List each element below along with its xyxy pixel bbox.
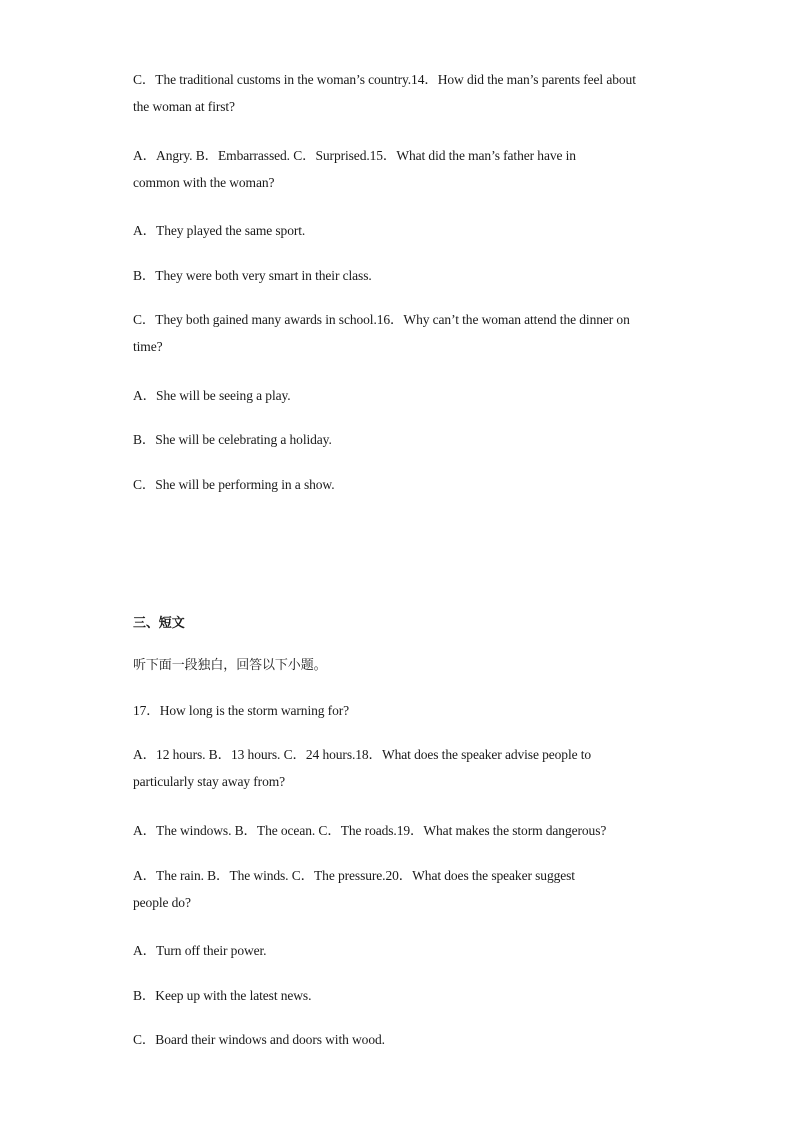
text-line: A．12 hours. B．13 hours. C．24 hours.18．What does the speaker advise people to <box>133 747 592 762</box>
text-line: A．Turn off their power. <box>133 943 267 958</box>
text-line: A．They played the same sport. <box>133 223 306 238</box>
text-line: A．Angry. B．Embarrassed. C．Surprised.15．What did the man’s father have in <box>133 148 576 163</box>
text-line: the woman at first? <box>133 99 235 114</box>
text-line: common with the woman? <box>133 175 275 190</box>
text-line: people do? <box>133 895 191 910</box>
section-instruction: 听下面一段独白，回答以下小题。 <box>133 658 327 673</box>
text-line: 17．How long is the storm warning for? <box>133 703 350 718</box>
text-line: particularly stay away from? <box>133 774 286 789</box>
text-line: C．She will be performing in a show. <box>133 477 335 492</box>
text-line: B．They were both very smart in their class. <box>133 268 372 283</box>
text-line: C．They both gained many awards in school.16．Why can’t the woman attend the dinner on <box>133 312 630 327</box>
section-heading: 三、短文 <box>133 616 185 631</box>
text-line: time? <box>133 339 163 354</box>
text-line: A．She will be seeing a play. <box>133 388 291 403</box>
text-line: B．Keep up with the latest news. <box>133 988 312 1003</box>
text-line: C．The traditional customs in the woman’s country.14．How did the man’s parents feel about <box>133 72 636 87</box>
text-line: A．The rain. B．The winds. C．The pressure.20．What does the speaker suggest <box>133 868 575 883</box>
text-line: B．She will be celebrating a holiday. <box>133 432 332 447</box>
text-line: C．Board their windows and doors with wood. <box>133 1032 385 1047</box>
text-line: A．The windows. B．The ocean. C．The roads.19．What makes the storm dangerous? <box>133 823 607 838</box>
